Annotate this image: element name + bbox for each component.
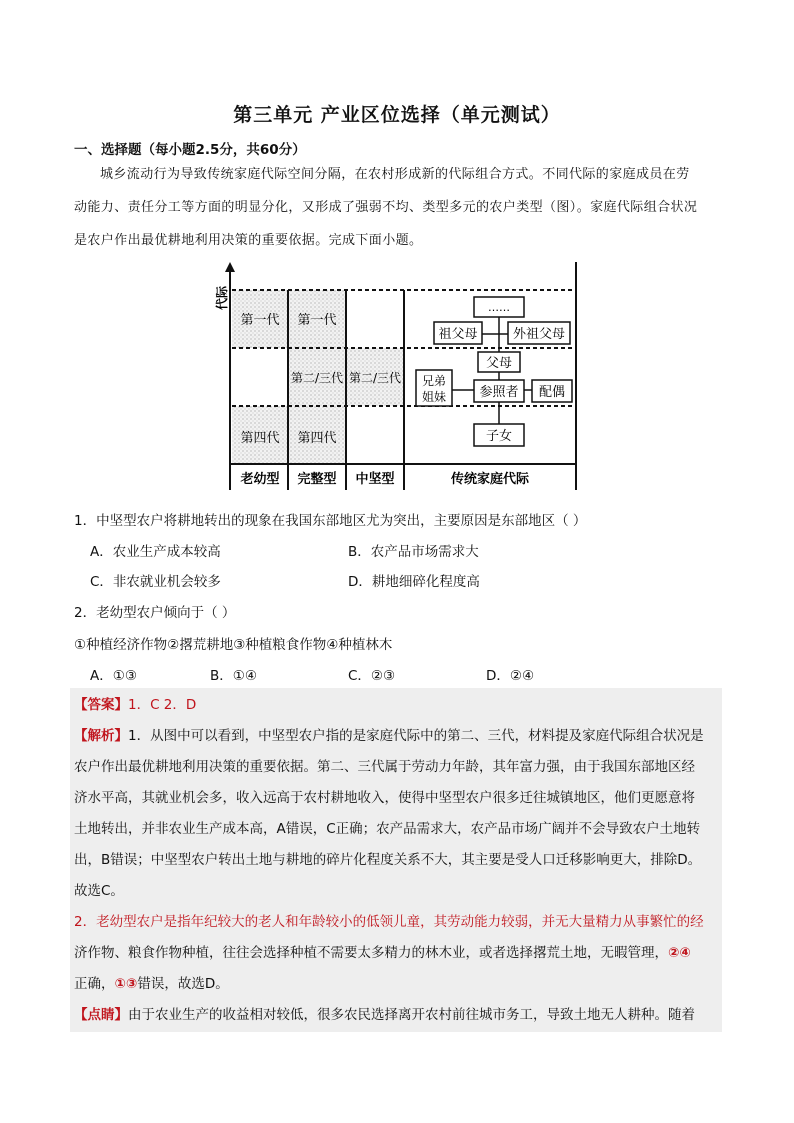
column-label: 中坚型	[355, 472, 395, 487]
cell-label: 第二/三代	[290, 371, 344, 385]
analysis-line: 2．老幼型农户是指年纪较大的老人和年龄较小的低领儿童，其劳动能力较弱，并无大量精力从事繁忙的经	[74, 914, 704, 930]
axis-arrow	[225, 262, 235, 272]
q1-option-b[interactable]: B．农产品市场需求大	[348, 544, 479, 560]
column-label: 传统家庭代际	[450, 472, 530, 487]
analysis-line: 济水平高，其就业机会多，收入远高于农村耕地收入，使得中坚型农户很多迁往城镇地区，他们更愿意将	[74, 790, 695, 806]
question-2-items: ①种植经济作物②撂荒耕地③种植粮食作物④种植林木	[74, 637, 393, 653]
tree-label: 姐妹	[421, 390, 447, 404]
cell-label: 第一代	[240, 313, 280, 328]
q2-option-b[interactable]: B．①④	[210, 668, 257, 684]
analysis-block	[74, 721, 722, 1031]
tree-label: ……	[488, 301, 510, 314]
answer-line	[74, 690, 722, 721]
tree-label: 兄弟	[421, 374, 447, 388]
q1-option-d[interactable]: D．耕地细碎化程度高	[348, 574, 480, 590]
intro-line: 动能力、责任分工等方面的明显分化，又形成了强弱不均、类型多元的农户类型（图）。家庭代际组合状况	[74, 200, 698, 215]
tips-tag: 【点睛】	[74, 1007, 128, 1023]
analysis-line: 故选C。	[74, 883, 124, 899]
q2-option-c[interactable]: C．②③	[348, 668, 396, 684]
column-label: 完整型	[297, 472, 337, 487]
q2-option-a[interactable]: A．①③	[90, 668, 137, 684]
q1-option-a[interactable]: A．农业生产成本较高	[90, 544, 221, 560]
tips-line: 【点睛】由于农业生产的收益相对较低，很多农民选择离开农村前往城市务工，导致土地无人耕种。随着	[74, 1007, 695, 1023]
analysis-line: 农户作出最优耕地利用决策的重要依据。第二、三代属于劳动力年龄，其年富力强，由于我国东部地区经	[74, 759, 695, 775]
column-label: 老幼型	[240, 472, 280, 487]
analysis-tag: 【解析】	[74, 728, 128, 744]
q2-option-d[interactable]: D．②④	[486, 668, 535, 684]
family-generation-diagram	[210, 262, 585, 494]
answer-tag: 【答案】	[74, 697, 128, 713]
cell-label: 第四代	[240, 431, 280, 446]
answer-value: 1．C 2．D	[128, 697, 197, 713]
intro-paragraph	[74, 158, 722, 257]
cell-label: 第四代	[297, 431, 337, 446]
page-title: 第三单元 产业区位选择（单元测试）	[233, 104, 561, 126]
analysis-line: 土地转出，并非农业生产成本高，A错误，C正确；农产品需求大，农产品市场广阔并不会导致农户土地转	[74, 821, 701, 837]
analysis-line: 【解析】1．从图中可以看到，中坚型农户指的是家庭代际中的第二、三代，材料提及家庭代际组合状况是	[74, 728, 704, 744]
tree-label: 子女	[485, 429, 513, 444]
intro-line: 是农户作出最优耕地利用决策的重要依据。完成下面小题。	[74, 233, 423, 248]
tree-label: 配偶	[538, 385, 566, 400]
question-1-stem: 1．中坚型农户将耕地转出的现象在我国东部地区尤为突出，主要原因是东部地区（ ）	[74, 513, 587, 529]
analysis-line: 济作物、粮食作物种植，往往会选择种植不需要太多精力的林木业，或者选择撂荒土地，无暇管理，②④	[74, 945, 691, 961]
cell-label: 第二/三代	[348, 371, 402, 385]
tree-label: 参照者	[479, 385, 519, 400]
tree-label: 外祖父母	[512, 327, 566, 342]
tree-label: 父母	[485, 356, 513, 371]
section-heading: 一、选择题（每小题2.5分，共60分）	[74, 142, 306, 158]
q1-option-c[interactable]: C．非农就业机会较多	[90, 574, 221, 590]
tree-label: 祖父母	[438, 327, 478, 342]
question-2-stem: 2．老幼型农户倾向于（ ）	[74, 605, 236, 621]
intro-line: 城乡流动行为导致传统家庭代际空间分隔，在农村形成新的代际组合方式。不同代际的家庭成员在劳	[100, 167, 690, 182]
y-axis-label: 代际	[215, 285, 229, 310]
analysis-line: 出，B错误；中坚型农户转出土地与耕地的碎片化程度关系不大，其主要是受人口迁移影响更大，排除D。	[74, 852, 702, 868]
cell-label: 第一代	[297, 313, 337, 328]
analysis-line: 正确，①③错误，故选D。	[74, 976, 229, 992]
